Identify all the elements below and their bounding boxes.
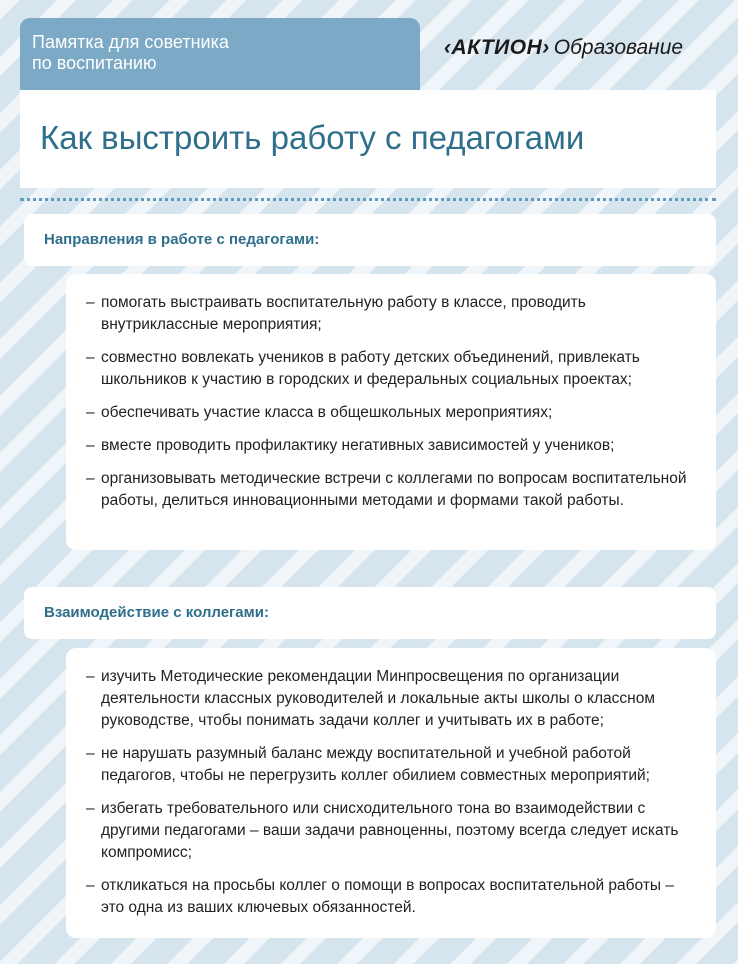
list-item: – совместно вовлекать учеников в работу детских объединений, привлекать школьников к участию в городских и федеральных социальных проектах; [86,347,692,391]
logo-subtitle: Образование [553,36,684,59]
page-title: Как выстроить работу с педагогами [40,119,585,156]
dotted-divider [20,198,716,201]
memo-tag-line-1: Памятка для советника [32,32,229,52]
list-item: – обеспечивать участие класса в общешкольных мероприятиях; [86,402,692,424]
list-item: – изучить Методические рекомендации Минпросвещения по организации деятельности классных руководителей и локальные акты школы о классном руководстве, чтобы понимать задачи коллег и учитывать их в работе; [86,666,692,732]
logo-brand: ‹АКТИОН› [444,36,550,59]
list-item: – не нарушать разумный баланс между воспитательной и учебной работой педагогов, чтобы не перегрузить коллег обилием совместных мероприятий; [86,743,692,787]
title-panel [20,90,716,188]
list-item: – откликаться на просьбы коллег о помощи в вопросах воспитательной работы – это одна из ваших ключевых обязанностей. [86,875,692,919]
list-item: – организовывать методические встречи с коллегами по вопросам воспитательной работы, делиться инновационными методами и формами такой работы. [86,468,692,512]
list-item: – избегать требовательного или снисходительного тона во взаимодействии с другими педагогами – ваши задачи равноценны, поэтому всегда следует искать компромисс; [86,798,692,864]
colleagues-list [86,666,692,919]
list-item: – помогать выстраивать воспитательную работу в классе, проводить внутриклассные мероприятия; [86,292,692,336]
colleagues-list-card [66,648,716,938]
section-heading-directions: Направления в работе с педагогами: [24,214,716,266]
directions-list [86,292,692,512]
memo-tag-line-2: по воспитанию [32,53,157,73]
memo-tag [20,18,420,90]
list-item: – вместе проводить профилактику негативных зависимостей у учеников; [86,435,692,457]
aktion-logo [444,36,683,66]
directions-list-card [66,274,716,550]
section-heading-colleagues: Взаимодействие с коллегами: [24,587,716,639]
